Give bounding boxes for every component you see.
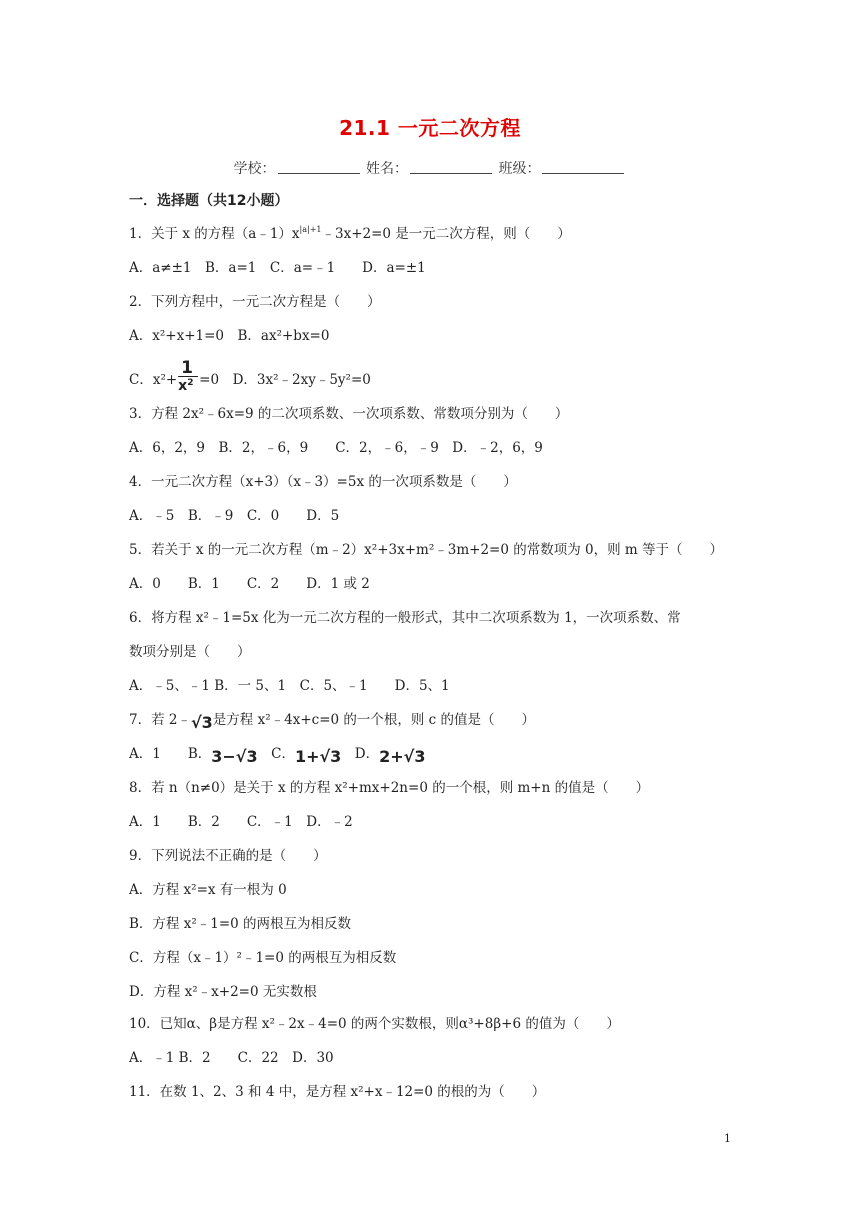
- answer-5: A．0 B．1 C．2 D．1 或 2: [129, 576, 370, 592]
- sqrt3-expression: √3: [190, 713, 213, 732]
- answer-7: [129, 744, 425, 767]
- answer-6: A．﹣5、﹣1 B．一 5、1 C．5、﹣1 D．5、1: [129, 678, 450, 694]
- question-6-line-1: 6．将方程 x²﹣1=5x 化为一元二次方程的一般形式，其中二次项系数为 1，一次项系数、常: [129, 610, 681, 626]
- a7-option-a: A．1 B．: [129, 746, 212, 762]
- answer-3: A．6，2，9 B．2，﹣6，9 C．2，﹣6，﹣9 D．﹣2，6，9: [129, 440, 543, 456]
- a7-option-d-label: D．: [341, 746, 380, 762]
- answer-4: A．﹣5 B．﹣9 C．0 D．5: [129, 508, 340, 524]
- answer-9-b: B．方程 x²﹣1=0 的两根互为相反数: [129, 916, 352, 932]
- a7-option-b-expression: 3−√3: [211, 747, 258, 766]
- answer-10: A．﹣1 B．2 C．22 D．30: [129, 1050, 334, 1066]
- page-title: 21.1 一元二次方程: [339, 116, 521, 140]
- denominator-base: x: [178, 378, 188, 394]
- question-10: 10．已知α、β是方程 x²﹣2x﹣4=0 的两个实数根，则α³+8β+6 的值为（ ）: [129, 1016, 620, 1032]
- class-blank: [542, 160, 624, 174]
- name-label: 姓名：: [366, 161, 408, 177]
- q7-text-a: 7．若 2﹣: [129, 712, 191, 728]
- fraction-denominator: [178, 376, 193, 396]
- question-7: [129, 710, 535, 733]
- q1-exponent: |a|+1: [299, 225, 322, 234]
- name-blank: [410, 160, 492, 174]
- a7-option-c-expression: 1+√3: [294, 747, 342, 766]
- a7-option-d-expression: 2+√3: [379, 747, 426, 766]
- a2c-text: C．x²+: [129, 372, 178, 388]
- answer-9-a: A．方程 x²=x 有一根为 0: [129, 882, 287, 898]
- answer-9-c: C．方程（x﹣1）²﹣1=0 的两根互为相反数: [129, 950, 397, 966]
- q7-text-b: 是方程 x²﹣4x+c=0 的一个根，则 c 的值是（ ）: [212, 712, 536, 728]
- answer-9-d: D．方程 x²﹣x+2=0 无实数根: [129, 984, 317, 1000]
- school-blank: [278, 160, 360, 174]
- question-4: 4．一元二次方程（x+3）（x﹣3）=5x 的一次项系数是（ ）: [129, 474, 517, 490]
- school-label: 学校：: [233, 161, 276, 177]
- answer-2-cd: [129, 358, 371, 394]
- a2d-text: =0 D．3x²﹣2xy﹣5y²=0: [199, 372, 371, 388]
- class-label: 班级：: [498, 161, 541, 177]
- question-2: 2．下列方程中，一元二次方程是（ ）: [129, 294, 381, 310]
- question-9: 9．下列说法不正确的是（ ）: [129, 848, 327, 864]
- question-3: 3．方程 2x²﹣6x=9 的二次项系数、一次项系数、常数项分别为（ ）: [129, 406, 569, 422]
- student-info: [0, 158, 860, 178]
- denominator-exponent: 2: [187, 378, 194, 388]
- fraction-one-over-x-squared: [177, 358, 199, 394]
- section-heading: 一．选择题（共12小题）: [129, 193, 289, 209]
- q1-text-a: 1．关于 x 的方程（a﹣1）x: [129, 226, 300, 242]
- question-11: 11．在数 1、2、3 和 4 中，是方程 x²+x﹣12=0 的根的为（ ）: [129, 1084, 546, 1100]
- answer-1: A．a≠±1 B．a=1 C．a=﹣1 D．a=±1: [129, 260, 426, 276]
- page-number: 1: [724, 1132, 731, 1145]
- fraction-numerator: 1: [181, 358, 194, 378]
- answer-2-ab: A．x²+x+1=0 B．ax²+bx=0: [129, 328, 330, 344]
- question-5: 5．若关于 x 的一元二次方程（m﹣2）x²+3x+m²﹣3m+2=0 的常数项为 0，则 m 等于（ ）: [129, 542, 723, 558]
- question-8: 8．若 n（n≠0）是关于 x 的方程 x²+mx+2n=0 的一个根，则 m+n 的值是（ ）: [129, 780, 650, 796]
- a7-option-c-label: C．: [257, 746, 295, 762]
- answer-8: A．1 B．2 C．﹣1 D．﹣2: [129, 814, 353, 830]
- question-1: [129, 224, 571, 244]
- question-6-line-2: 数项分别是（ ）: [129, 644, 251, 660]
- q1-text-b: ﹣3x+2=0 是一元二次方程，则（ ）: [321, 226, 571, 242]
